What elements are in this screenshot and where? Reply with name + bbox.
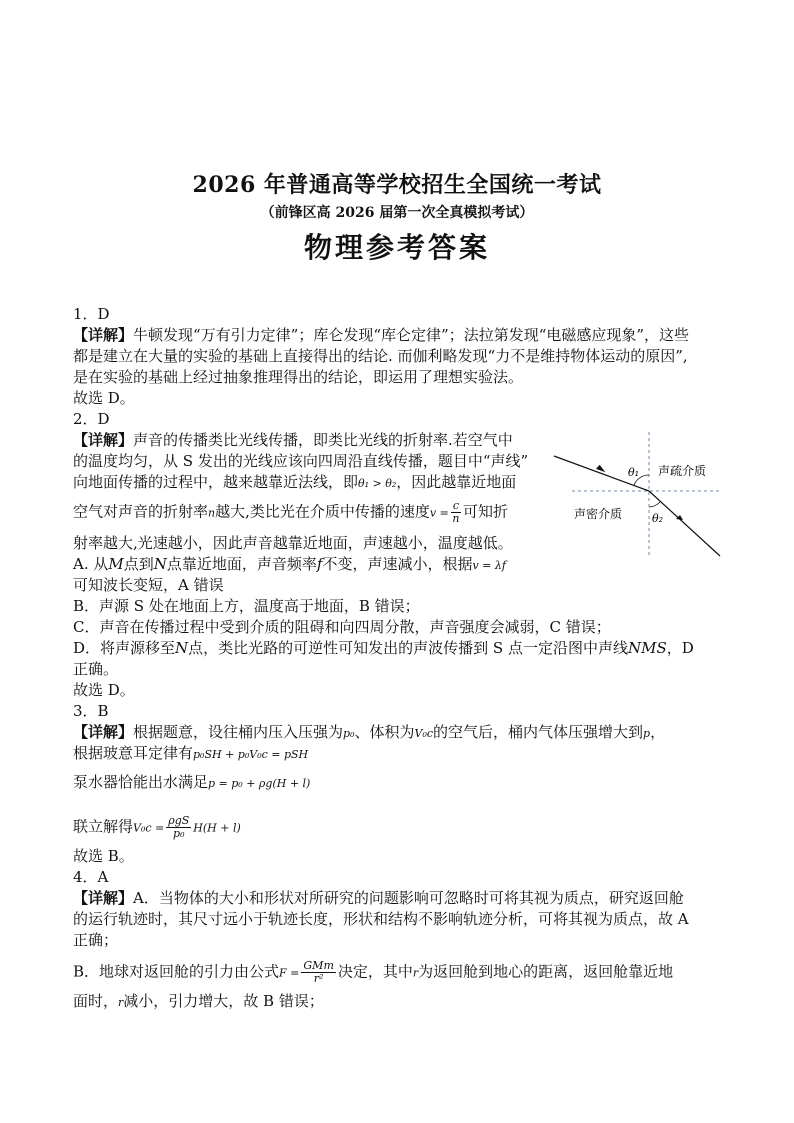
q2-option-c: C．声音在传播过程中受到介质的阻碍和向四周分散，声音强度会减弱，C 错误； — [73, 618, 611, 636]
q4-option-b-cont: 面时，r减小，引力增大，故 B 错误； — [73, 992, 324, 1010]
q3-line-4: 联立解得V₀c = $\frac{\text{ρgS}}{\text{p₀}}$ H(H + l) — [73, 814, 241, 840]
volume-fraction: $\frac{\text{ρgS}}{\text{p₀}}$ — [168, 814, 190, 840]
q2-option-a: A. 从M点到N点靠近地面，声音频率f不变，声速减小，根据v = λf — [73, 555, 506, 573]
exam-title: 2026 年普通高等学校招生全国统一考试 — [192, 172, 602, 198]
q3-line-2: 根据玻意耳定律有p₀SH + p₀V₀c = pSH — [73, 744, 309, 762]
q2-line-3: 向地面传播的过程中，越来越靠近法线，即θ₁ > θ₂，因此越靠近地面 — [73, 473, 517, 491]
theta2-label: θ₂ — [652, 512, 664, 525]
detail-tag: 【详解】 — [73, 431, 134, 449]
q2-answer: 2．D — [73, 410, 110, 428]
q4-option-b: B．地球对返回舱的引力由公式F = $\frac{\text{GMm}}{\text{r²}}$ 决定，其中r为返回舱到地心的距离，返回舱靠近地 — [73, 959, 674, 985]
q3-line-3: 泵水器恰能出水满足p = p₀ + ρg(H + l) — [73, 773, 311, 791]
q2-line-4: 空气对声音的折射率n越大,类比光在介质中传播的速度v = $\frac{c}{n}$ 可知折 — [73, 499, 509, 525]
q3-line-1: 【详解】根据题意，设往桶内压入压强为p₀、体积为V₀c的空气后，桶内气体压强增大到p， — [73, 723, 666, 741]
q3-answer: 3．B — [73, 702, 109, 720]
q4-answer: 4．A — [73, 868, 109, 886]
theta1-label: θ₁ — [628, 466, 640, 479]
q2-option-d: D．将声源移至N点，类比光路的可逆性可知发出的声波传播到 S 点一定沿图中声线NMS，D — [73, 639, 694, 657]
q2-conclusion: 故选 D。 — [73, 681, 135, 699]
q2-line-1: 【详解】声音的传播类比光线传播，即类比光线的折射率.若空气中 — [73, 431, 513, 449]
q3-conclusion: 故选 B。 — [73, 847, 134, 865]
q4-line-1: 【详解】A．当物体的大小和形状对所研究的问题影响可忽略时可将其视为质点，研究返回舱 — [73, 889, 684, 907]
detail-tag: 【详解】 — [73, 326, 134, 344]
sparse-medium-label: 声疏介质 — [658, 464, 707, 478]
exam-subtitle: （前锋区高 2026 届第一次全真模拟考试） — [260, 205, 534, 221]
q2-line-5: 射率越大,光速越小，因此声音越靠近地面，声速越小，温度越低。 — [73, 534, 513, 552]
document-title: 物理参考答案 — [303, 231, 490, 264]
detail-tag: 【详解】 — [73, 723, 134, 741]
q1-line-2: 都是建立在大量的实验的基础上直接得出的结论. 而伽利略发现“力不是维持物体运动的原因”, — [73, 347, 688, 365]
q1-line-3: 是在实验的基础上经过抽象推理得出的结论，即运用了理想实验法。 — [73, 368, 524, 386]
q2-option-d-cont: 正确。 — [73, 660, 119, 678]
refracted-arrow — [676, 515, 683, 520]
incident-arrow — [596, 464, 607, 472]
q2-option-b: B．声源 S 处在地面上方，温度高于地面，B 错误； — [73, 597, 420, 615]
q1-conclusion: 故选 D。 — [73, 389, 135, 407]
q1-line-1: 【详解】牛顿发现“万有引力定律”；库仑发现“库仑定律”；法拉第发现“电磁感应现象”，这些 — [73, 326, 690, 344]
dense-medium-label: 声密介质 — [574, 507, 623, 521]
theta2-arc — [649, 502, 660, 507]
detail-tag: 【详解】 — [73, 889, 134, 907]
gravity-fraction: $\frac{\text{GMm}}{\text{r²}}$ — [303, 959, 334, 985]
q4-line-3: 正确； — [73, 931, 119, 949]
q4-line-2: 的运行轨迹时，其尺寸远小于轨迹长度，形状和结构不影响轨迹分析，可将其视为质点，故 A — [73, 910, 689, 928]
q1-answer: 1．D — [73, 305, 110, 323]
refraction-diagram — [552, 430, 722, 560]
q2-line-2: 的温度均匀，从 S 发出的光线应该向四周沿直线传播，题目中“声线” — [73, 452, 529, 470]
q2-option-a-cont: 可知波长变短，A 错误 — [73, 576, 224, 594]
speed-fraction: $\frac{c}{n}$ — [452, 499, 460, 525]
